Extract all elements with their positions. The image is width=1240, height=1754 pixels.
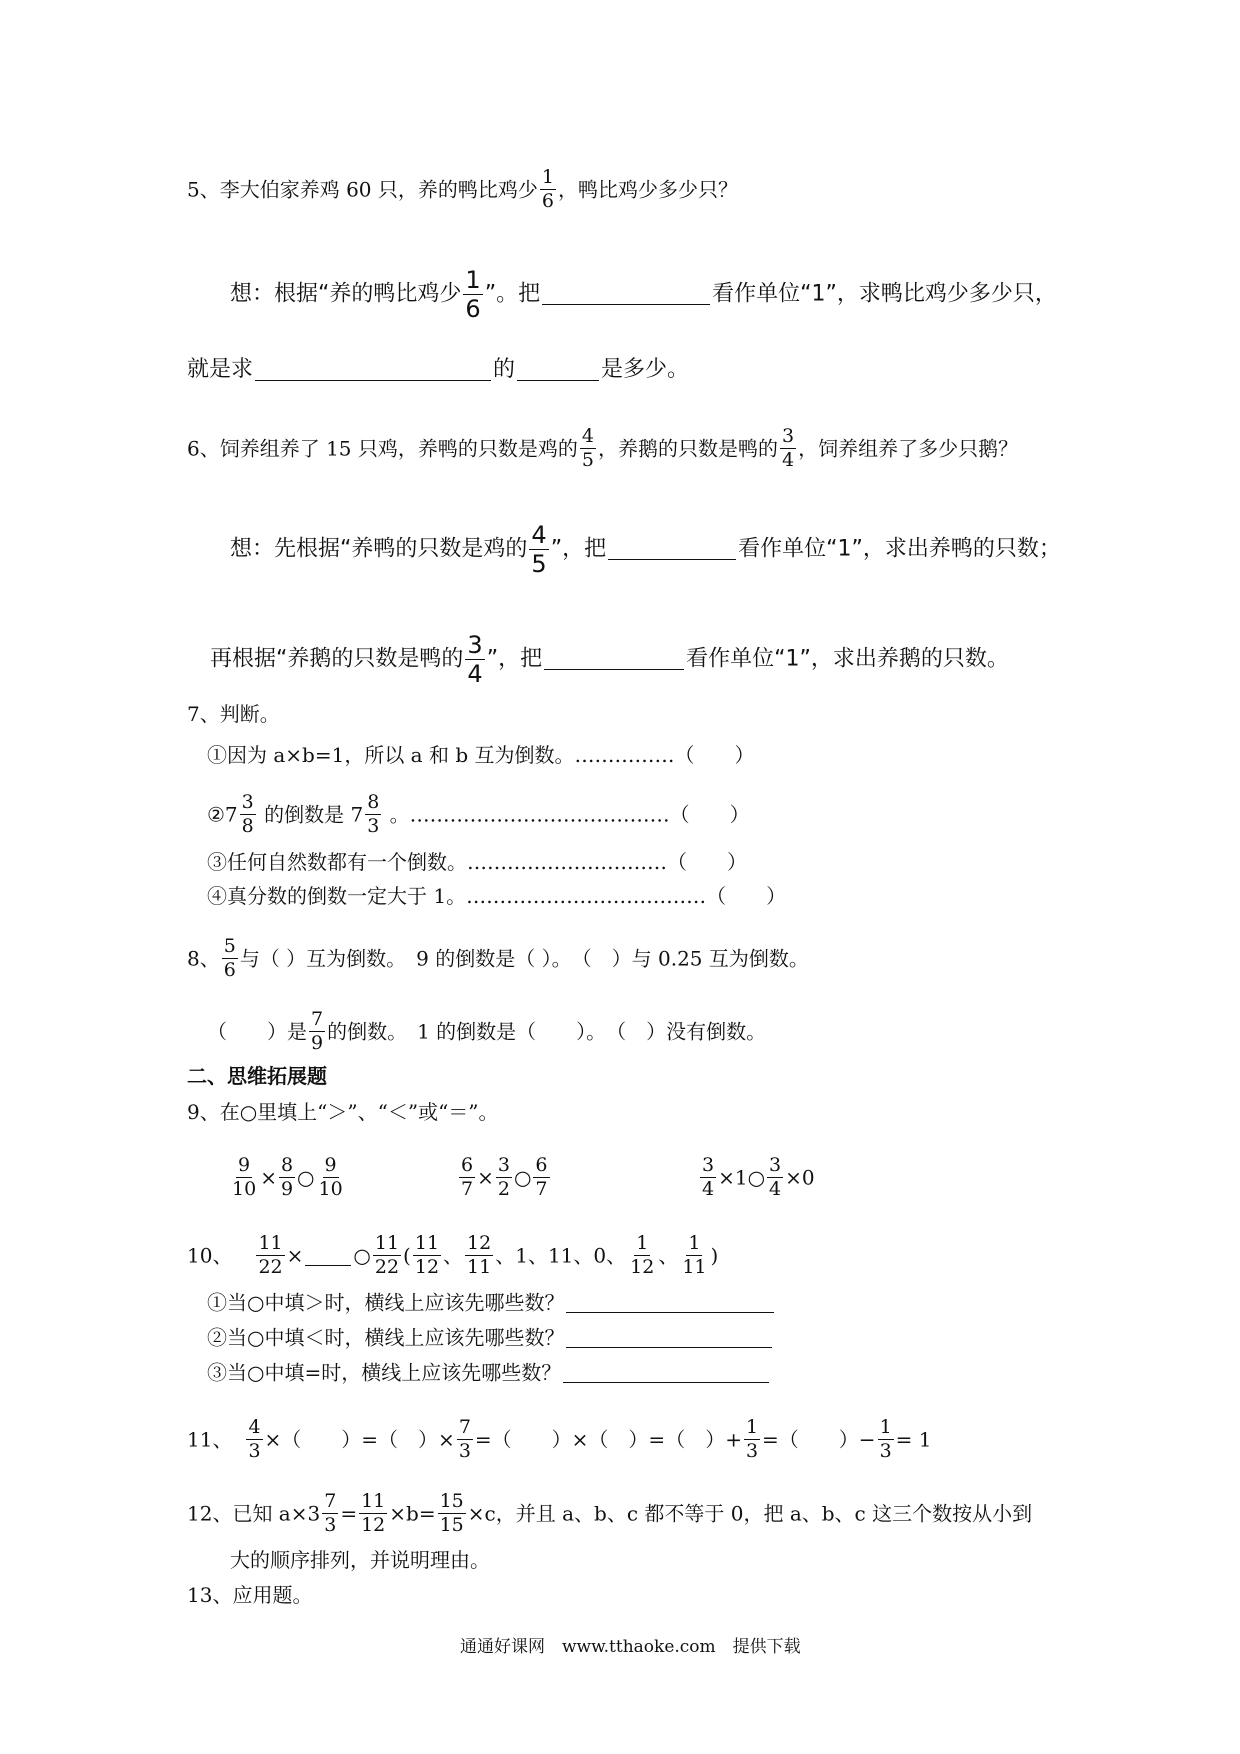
q7-title: 7、判断。 — [187, 702, 280, 726]
fraction: $\frac{8}{9}$ — [280, 1154, 294, 1200]
fraction: $\frac{3}{4}$ — [781, 425, 795, 471]
q7-item-3: ③任何自然数都有一个倒数。…………………………（ ） — [207, 850, 747, 874]
q6-think-line2: 再根据“养鹅的只数是鸭的 $\frac{3}{4}$ ”，把 看作单位“1”，求出养鹅的只数。 — [210, 631, 1009, 688]
answer-blank[interactable] — [566, 1327, 772, 1348]
q10-sub-2: ②当○中填＜时，横线上应该先哪些数？ — [207, 1324, 774, 1350]
fraction: $\frac{9}{10}$ — [232, 1154, 257, 1200]
fraction: $\frac{11}{22}$ — [258, 1232, 283, 1278]
fraction: $\frac{7}{9}$ — [311, 1008, 324, 1054]
fraction: $\frac{15}{15}$ — [439, 1490, 464, 1536]
fraction: $\frac{5}{6}$ — [223, 935, 236, 981]
q9-title: 9、在○里填上“＞”、“＜”或“＝”。 — [187, 1100, 499, 1124]
answer-blank[interactable] — [566, 1292, 774, 1313]
fraction: $\frac{7}{3}$ — [458, 1416, 471, 1462]
page-footer: 通通好课网 www.tthaoke.com 提供下载 — [460, 1637, 801, 1657]
q6-think-line1: 想：先根据“养鸭的只数是鸡的 $\frac{4}{5}$ ”，把 看作单位“1”，求出养鸭的只数； — [230, 521, 1061, 578]
fraction: $\frac{12}{11}$ — [467, 1232, 492, 1278]
answer-blank[interactable] — [517, 360, 599, 381]
fraction: $\frac{11}{12}$ — [361, 1490, 386, 1536]
answer-blank[interactable] — [305, 1245, 351, 1266]
fraction: $\frac{6}{7}$ — [535, 1154, 548, 1200]
q9-expr-2: $\frac{6}{7}$ × $\frac{3}{2}$ ○ $\frac{6}{7}$ — [461, 1154, 548, 1200]
q9-expr-1: $\frac{9}{10}$ × $\frac{8}{9}$ ○ $\frac{9}{10}$ — [232, 1154, 343, 1200]
q7-item-4: ④真分数的倒数一定大于 1。………………………………（ ） — [207, 884, 787, 908]
q10-sub-1: ①当○中填＞时，横线上应该先哪些数？ — [207, 1289, 776, 1315]
fraction: $\frac{1}{3}$ — [879, 1416, 892, 1462]
fraction: $\frac{9}{10}$ — [318, 1154, 343, 1200]
compare-circle[interactable]: ○ — [353, 1243, 371, 1268]
q10-sub-3: ③当○中填=时，横线上应该先哪些数？ — [207, 1359, 771, 1385]
fraction: $\frac{1}{11}$ — [682, 1232, 707, 1278]
q5-stem: 5、李大伯家养鸡 60 只，养的鸭比鸡少 $\frac{1}{6}$ ，鸭比鸡少多少只？ — [187, 166, 738, 212]
fraction: $\frac{7}{3}$ — [324, 1490, 337, 1536]
q7-item-2: ②7 $\frac{3}{8}$ 的倒数是 7 $\frac{8}{3}$ 。…………………………………（ ） — [207, 791, 750, 837]
q8-line2: （ ）是 $\frac{7}{9}$ 的倒数。 1 的倒数是（ ）。 （ ）没有倒数。 — [207, 1008, 767, 1054]
fraction: $\frac{4}{5}$ — [581, 425, 594, 471]
compare-circle[interactable]: ○ — [513, 1165, 532, 1190]
fraction: $\frac{3}{8}$ — [241, 791, 254, 837]
q5-think-line2: 就是求 的 是多少。 — [187, 357, 690, 382]
fraction: $\frac{11}{12}$ — [414, 1232, 440, 1278]
fraction: $\frac{3}{4}$ — [702, 1154, 715, 1200]
q10-expr: 10、 $\frac{11}{22}$ × ○ $\frac{11}{22}$ ( $\frac{11}{12}$ 、 $\frac{12}{11}$ 、1、11、0、 $\frac{1}{12}$ 、 $\frac{1}{11}$ ) — [187, 1232, 719, 1278]
fraction: $\frac{3}{2}$ — [497, 1154, 510, 1200]
fraction: $\frac{4}{5}$ — [531, 521, 547, 578]
q13-title: 13、应用题。 — [187, 1583, 313, 1607]
answer-blank[interactable] — [255, 360, 491, 381]
section-heading: 二、思维拓展题 — [187, 1064, 327, 1088]
fraction: $\frac{1}{3}$ — [745, 1416, 759, 1462]
q5-think-line1: 想：根据“养的鸭比鸡少 $\frac{1}{6}$ ”。把 看作单位“1”，求鸭比鸡少多少只， — [230, 266, 1057, 323]
q7-item-1: ①因为 a×b=1，所以 a 和 b 互为倒数。……………（ ） — [207, 743, 755, 767]
fraction: $\frac{3}{4}$ — [769, 1154, 782, 1200]
fraction: $\frac{11}{22}$ — [374, 1232, 400, 1278]
answer-blank[interactable] — [563, 1362, 769, 1383]
fraction: $\frac{6}{7}$ — [461, 1154, 474, 1200]
q12-line1: 12、已知 a×3 $\frac{7}{3}$ = $\frac{11}{12}$ ×b= $\frac{15}{15}$ ×c，并且 a、b、c 都不等于 0，把 a、b、c 这三个数按从小到 — [187, 1490, 1033, 1536]
q11-expr: 11、 $\frac{4}{3}$ ×（ ）=（ ）× $\frac{7}{3}$ =（ ）×（ ）=（ ）+ $\frac{1}{3}$ =（ ）− $\frac{1}{3}$ = 1 — [187, 1416, 932, 1462]
fraction: $\frac{3}{4}$ — [467, 631, 483, 688]
fraction: $\frac{1}{6}$ — [465, 266, 481, 323]
answer-blank[interactable] — [542, 284, 710, 305]
fraction: $\frac{1}{6}$ — [541, 166, 554, 212]
fraction: $\frac{4}{3}$ — [248, 1416, 261, 1462]
fraction: $\frac{1}{12}$ — [630, 1232, 655, 1278]
answer-blank[interactable] — [608, 539, 736, 560]
answer-blank[interactable] — [544, 649, 684, 670]
compare-circle[interactable]: ○ — [297, 1165, 315, 1190]
fraction: $\frac{8}{3}$ — [367, 791, 380, 837]
q12-line2: 大的顺序排列，并说明理由。 — [230, 1548, 490, 1572]
q6-stem: 6、饲养组养了 15 只鸡，养鸭的只数是鸡的 $\frac{4}{5}$ ，养鹅的只数是鸭的 $\frac{3}{4}$ ，饲养组养了多少只鹅？ — [187, 425, 1019, 471]
q9-expr-3: $\frac{3}{4}$ ×1○ $\frac{3}{4}$ ×0 — [702, 1154, 815, 1200]
q8-line1: 8、 $\frac{5}{6}$ 与（ ）互为倒数。 9 的倒数是（ ）。 （ ）与 0.25 互为倒数。 — [187, 935, 809, 981]
